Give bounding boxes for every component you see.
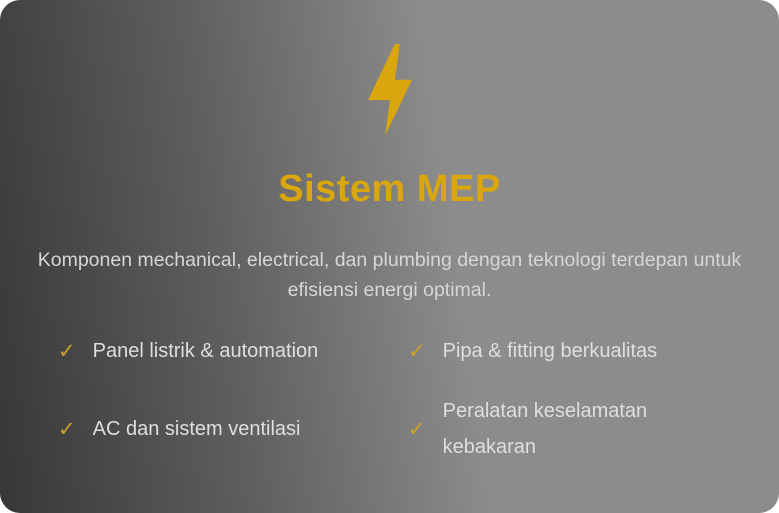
feature-label: Peralatan keselamatan kebakaran — [442, 400, 648, 458]
page-title: Sistem MEP — [278, 168, 501, 210]
check-icon: ✓ — [58, 417, 76, 441]
feature-label: Pipa & fitting berkualitas — [442, 340, 658, 362]
feature-label: Panel listrik & automation — [92, 340, 319, 362]
feature-item-panel-listrik — [58, 333, 318, 369]
lightning-bolt-icon — [367, 44, 413, 136]
feature-label: AC dan sistem ventilasi — [92, 418, 301, 440]
feature-item-ac-ventilasi — [58, 411, 300, 447]
feature-list — [0, 333, 779, 465]
check-icon: ✓ — [408, 417, 426, 441]
feature-item-keselamatan-kebakaran — [408, 393, 719, 465]
check-icon: ✓ — [58, 339, 76, 363]
check-icon: ✓ — [408, 339, 426, 363]
card-description: Komponen mechanical, electrical, dan plumbing dengan teknologi terdepan untuk efisiensi energi optimal. — [37, 249, 742, 301]
feature-item-pipa-fitting — [408, 333, 657, 369]
